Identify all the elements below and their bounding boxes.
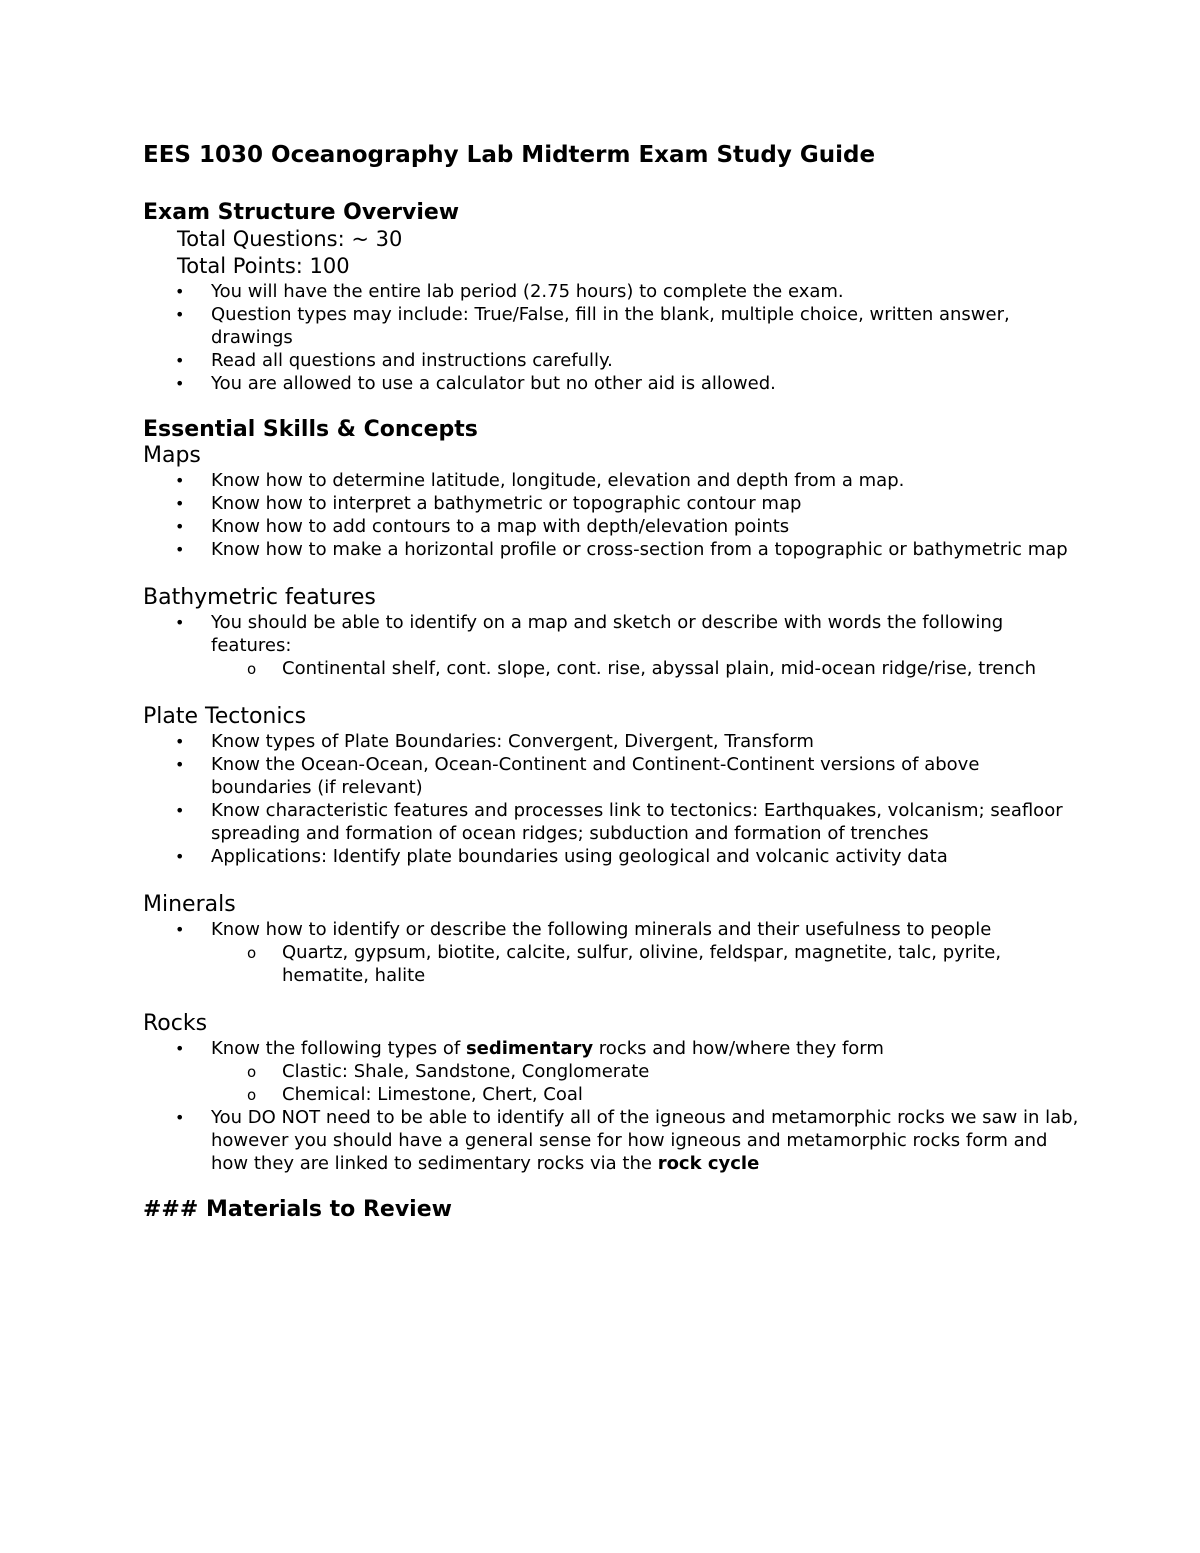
list-item: • Know types of Plate Boundaries: Convergent, Divergent, Transform xyxy=(175,731,814,752)
essentials-heading: Essential Skills & Concepts xyxy=(143,417,478,442)
minerals-list xyxy=(143,918,1080,987)
total-questions: Total Questions: ~ 30 xyxy=(177,227,403,251)
list-item: • Applications: Identify plate boundaries using geological and volcanic activity data xyxy=(175,846,948,867)
circle-bullet-icon: o xyxy=(247,944,257,962)
sub-list-item: o Clastic: Shale, Sandstone, Conglomerate xyxy=(247,1061,650,1082)
sub-list xyxy=(143,1060,1080,1106)
list-item: • Know how to identify or describe the following minerals and their usefulness to people o Quartz, gypsum, biotite, calcite, sulfur, olivine, feldspar, magnetite, talc, pyrite, hematite, halite xyxy=(143,918,1080,987)
bullet-icon: • xyxy=(175,1108,185,1127)
bathymetric-heading: Bathymetric features xyxy=(143,585,376,610)
list-item: • Know the following types of sedimentary rocks and how/where they form o Clastic: Shale, Sandstone, Conglomerate o Chemical: Limestone, Chert, Coal xyxy=(143,1037,1080,1106)
sub-list xyxy=(143,941,1080,987)
list-item: • Know how to add contours to a map with depth/elevation points xyxy=(175,516,790,537)
list-item: • Know characteristic features and processes link to tectonics: Earthquakes, volcanism; seafloor spreading and formation of ocean ridges; subduction and formation of trenches xyxy=(175,800,1063,844)
bullet-icon: • xyxy=(175,1039,185,1058)
bullet-icon: • xyxy=(175,847,185,866)
list-item: • You DO NOT need to be able to identify all of the igneous and metamorphic rocks we saw in lab, however you should have a general sense for how igneous and metamorphic rocks form and how they are linked to sedimentary rocks via the rock cycle xyxy=(175,1107,1079,1174)
bullet-icon: • xyxy=(175,494,185,513)
bathymetric-list xyxy=(143,611,1080,680)
exam-structure-list xyxy=(143,280,1080,395)
circle-bullet-icon: o xyxy=(247,1063,257,1081)
bullet-icon: • xyxy=(175,755,185,774)
list-item: • Know how to make a horizontal profile or cross-section from a topographic or bathymetric map xyxy=(175,539,1068,560)
sub-list-item: o Continental shelf, cont. slope, cont. rise, abyssal plain, mid-ocean ridge/rise, trench xyxy=(247,658,1037,679)
list-item: • You should be able to identify on a map and sketch or describe with words the following features: o Continental shelf, cont. slope, cont. rise, abyssal plain, mid-ocean ridge/rise, trench xyxy=(143,611,1080,680)
list-item: • You are allowed to use a calculator but no other aid is allowed. xyxy=(175,373,776,394)
bullet-icon: • xyxy=(175,471,185,490)
plate-tectonics-heading: Plate Tectonics xyxy=(143,704,307,729)
bullet-icon: • xyxy=(175,801,185,820)
list-item: • Know the Ocean-Ocean, Ocean-Continent and Continent-Continent versions of above boundaries (if relevant) xyxy=(175,754,980,798)
circle-bullet-icon: o xyxy=(247,1086,257,1104)
bullet-icon: • xyxy=(175,540,185,559)
total-points: Total Points: 100 xyxy=(177,254,350,278)
maps-heading: Maps xyxy=(143,443,201,468)
bullet-icon: • xyxy=(175,305,185,324)
bold-term: rock cycle xyxy=(657,1153,760,1174)
plate-tectonics-list xyxy=(143,730,1080,868)
materials-heading: ### Materials to Review xyxy=(143,1197,452,1222)
circle-bullet-icon: o xyxy=(247,660,257,678)
list-item: • You will have the entire lab period (2.75 hours) to complete the exam. xyxy=(175,281,844,302)
list-item: • Read all questions and instructions carefully. xyxy=(175,350,613,371)
maps-list xyxy=(143,469,1080,561)
rocks-heading: Rocks xyxy=(143,1011,208,1036)
bullet-icon: • xyxy=(175,732,185,751)
bullet-icon: • xyxy=(175,920,185,939)
exam-structure-heading: Exam Structure Overview xyxy=(143,200,460,225)
bullet-icon: • xyxy=(175,613,185,632)
bullet-icon: • xyxy=(175,374,185,393)
list-item: • Question types may include: True/False, fill in the blank, multiple choice, written answer, drawings xyxy=(175,304,1010,348)
list-item: • Know how to interpret a bathymetric or topographic contour map xyxy=(175,493,802,514)
page-title: EES 1030 Oceanography Lab Midterm Exam Study Guide xyxy=(143,142,876,168)
sub-list-item: o Chemical: Limestone, Chert, Coal xyxy=(247,1084,583,1105)
sub-list-item: o Quartz, gypsum, biotite, calcite, sulfur, olivine, feldspar, magnetite, talc, pyrite, hematite, halite xyxy=(247,942,1002,986)
bullet-icon: • xyxy=(175,517,185,536)
minerals-heading: Minerals xyxy=(143,892,236,917)
bold-term: sedimentary xyxy=(465,1038,594,1059)
sub-list xyxy=(143,657,1080,680)
bullet-icon: • xyxy=(175,351,185,370)
list-item: • Know how to determine latitude, longitude, elevation and depth from a map. xyxy=(175,470,905,491)
rocks-list xyxy=(143,1037,1080,1175)
bullet-icon: • xyxy=(175,282,185,301)
